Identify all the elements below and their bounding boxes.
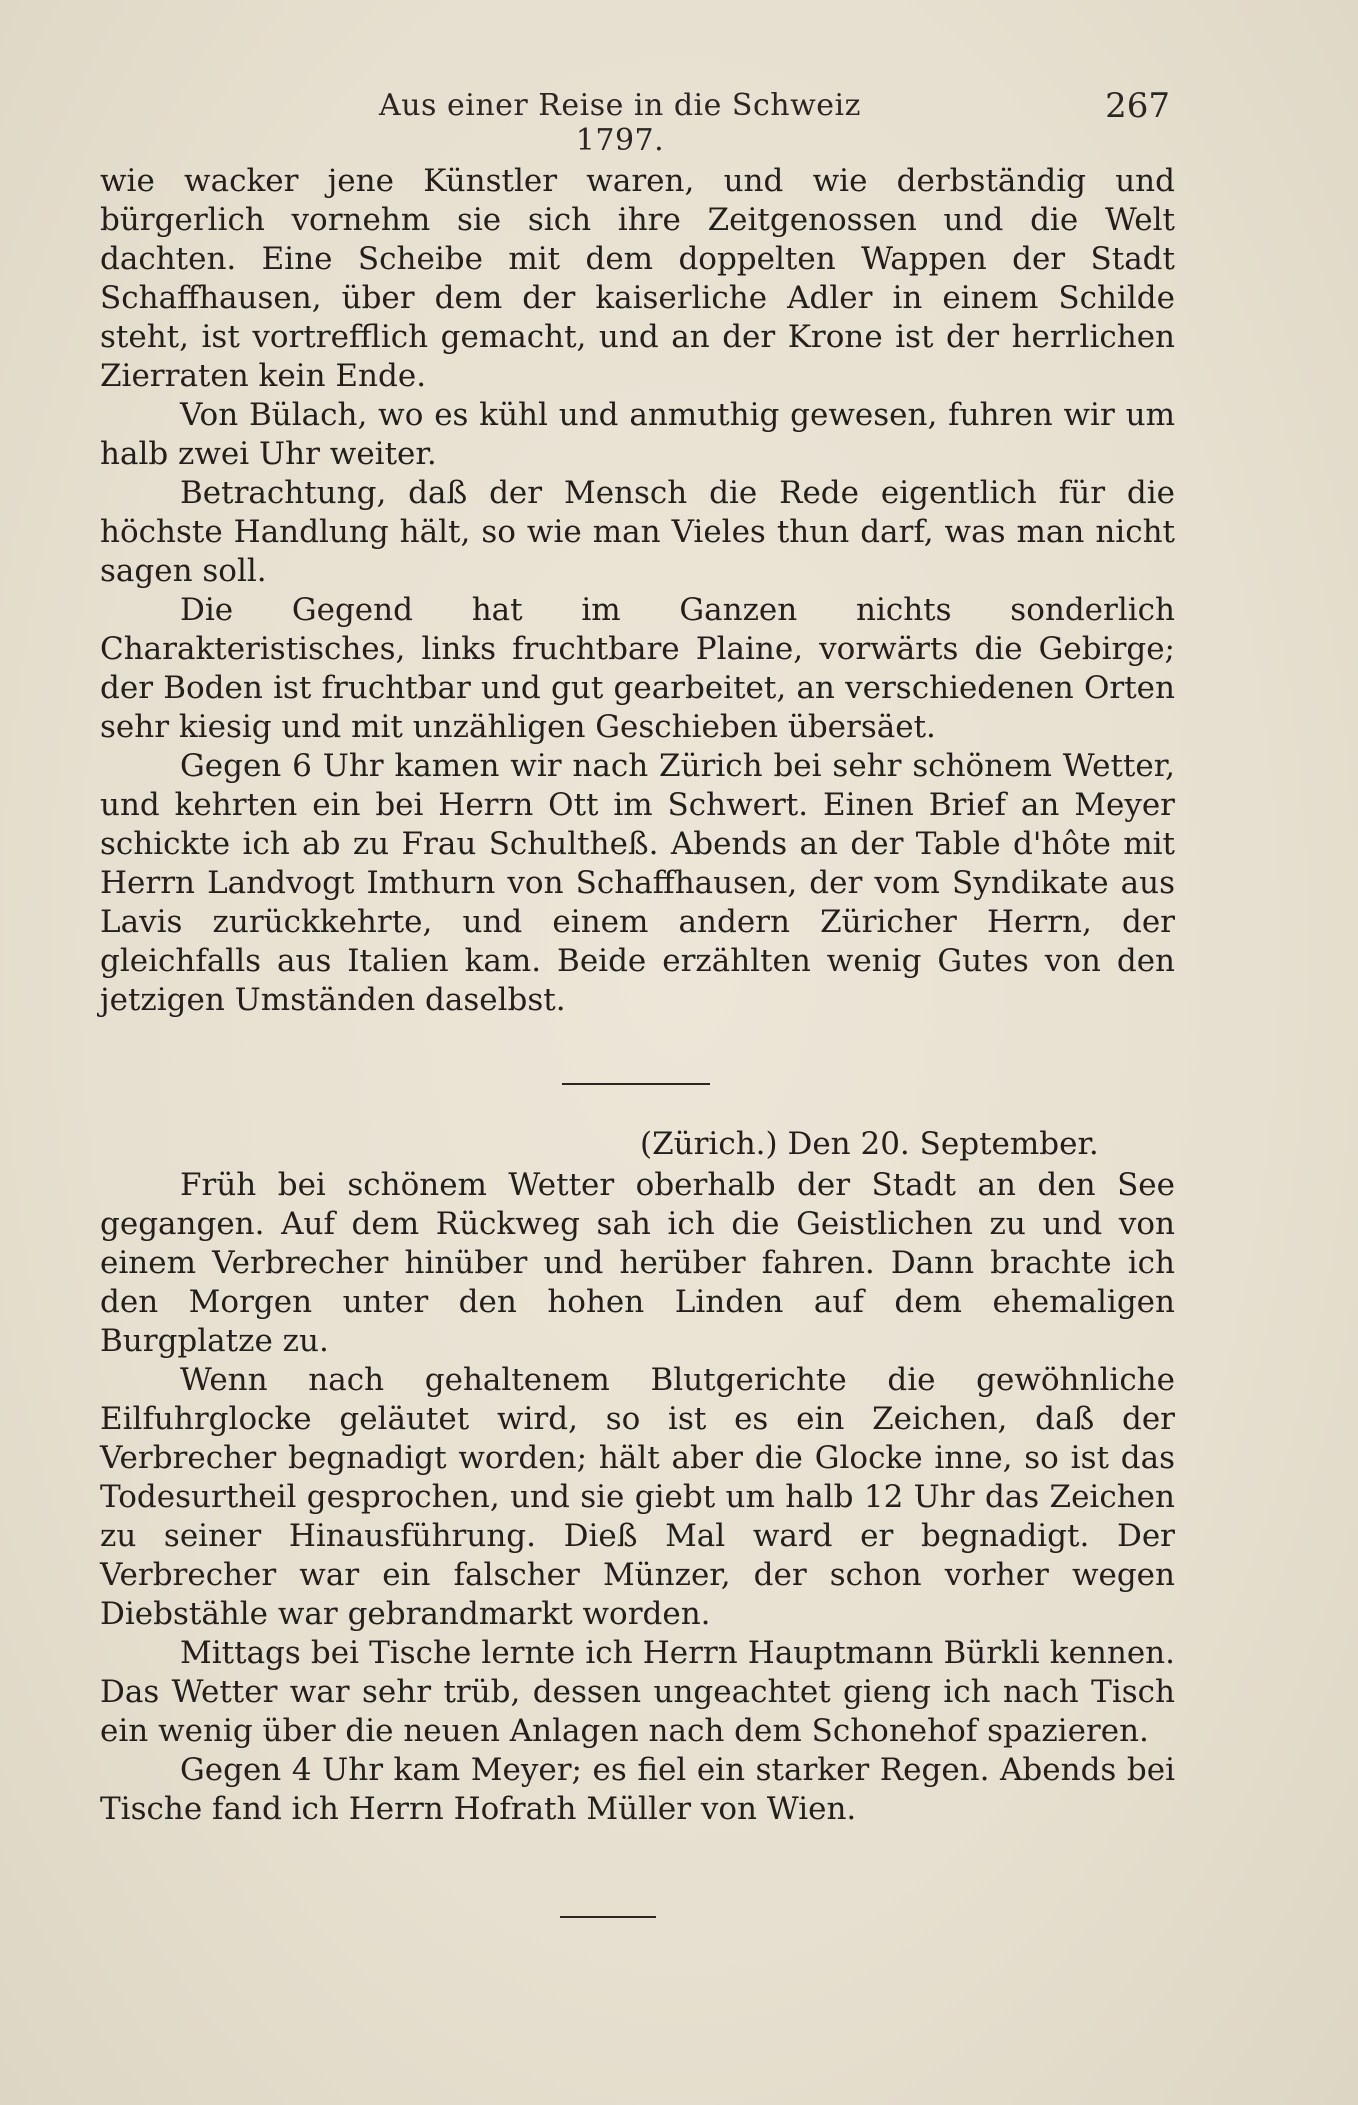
paragraph: Früh bei schönem Wetter oberhalb der Stadt an den See gegangen. Auf dem Rückweg sah ich die Geistlichen zu und von einem Verbrecher hinüber und herüber fahren. Dann brachte ich den Morgen unter den hohen Linden auf dem ehemaligen Burgplatze zu.: [100, 1167, 1175, 1359]
section-divider: [562, 1083, 710, 1085]
paragraph: Betrachtung, daß der Mensch die Rede eigentlich für die höchste Handlung hält, so wie man Vieles thun darf, was man nicht sagen soll.: [100, 475, 1175, 589]
section-2-text: [100, 1166, 1175, 1829]
end-divider: [560, 1916, 656, 1918]
paragraph: Gegen 4 Uhr kam Meyer; es fiel ein starker Regen. Abends bei Tische fand ich Herrn Hofrath Müller von Wien.: [100, 1752, 1175, 1827]
paragraph: Von Bülach, wo es kühl und anmuthig gewesen, fuhren wir um halb zwei Uhr weiter.: [100, 397, 1175, 472]
paragraph: Die Gegend hat im Ganzen nichts sonderlich Charakteristisches, links fruchtbare Plaine, vorwärts die Gebirge; der Boden ist fruchtbar und gut gearbeitet, an verschiedenen Orten sehr kiesig und mit unzähligen Geschieben übersäet.: [100, 592, 1175, 745]
running-title: Aus einer Reise in die Schweiz 1797.: [379, 88, 861, 158]
section-1-text: [100, 162, 1175, 1020]
paragraph: wie wacker jene Künstler waren, und wie derbständig und bürgerlich vornehm sie sich ihre Zeitgenossen und die Welt dachten. Eine Scheibe mit dem doppelten Wappen der Stadt Schaffhausen, über dem der kaiserliche Adler in einem Schilde steht, ist vortrefflich gemacht, und an der Krone ist der herrlichen Zierraten kein Ende.: [100, 163, 1175, 394]
paragraph: Gegen 6 Uhr kamen wir nach Zürich bei sehr schönem Wetter, und kehrten ein bei Herrn Ott im Schwert. Einen Brief an Meyer schickte ich ab zu Frau Schultheß. Abends an der Table d'hôte mit Herrn Landvogt Imthurn von Schaffhausen, der vom Syndikate aus Lavis zurückkehrte, und einem andern Züricher Herrn, der gleichfalls aus Italien kam. Beide erzählten wenig Gutes von den jetzigen Umständen daselbst.: [100, 748, 1175, 1018]
paragraph: Wenn nach gehaltenem Blutgerichte die gewöhnliche Eilfuhrglocke geläutet wird, so ist es ein Zeichen, daß der Verbrecher begnadigt worden; hält aber die Glocke inne, so ist das Todesurtheil gesprochen, und sie giebt um halb 12 Uhr das Zeichen zu seiner Hinausführung. Dieß Mal ward er begnadigt. Der Verbrecher war ein falscher Münzer, der schon vorher wegen Diebstähle war gebrandmarkt worden.: [100, 1362, 1175, 1632]
dateline: (Zürich.) Den 20. September.: [640, 1126, 1099, 1162]
page-number: 267: [1105, 86, 1170, 126]
paragraph: Mittags bei Tische lernte ich Herrn Hauptmann Bürkli kennen. Das Wetter war sehr trüb, dessen ungeachtet gieng ich nach Tisch ein wenig über die neuen Anlagen nach dem Schonehof spazieren.: [100, 1635, 1175, 1749]
